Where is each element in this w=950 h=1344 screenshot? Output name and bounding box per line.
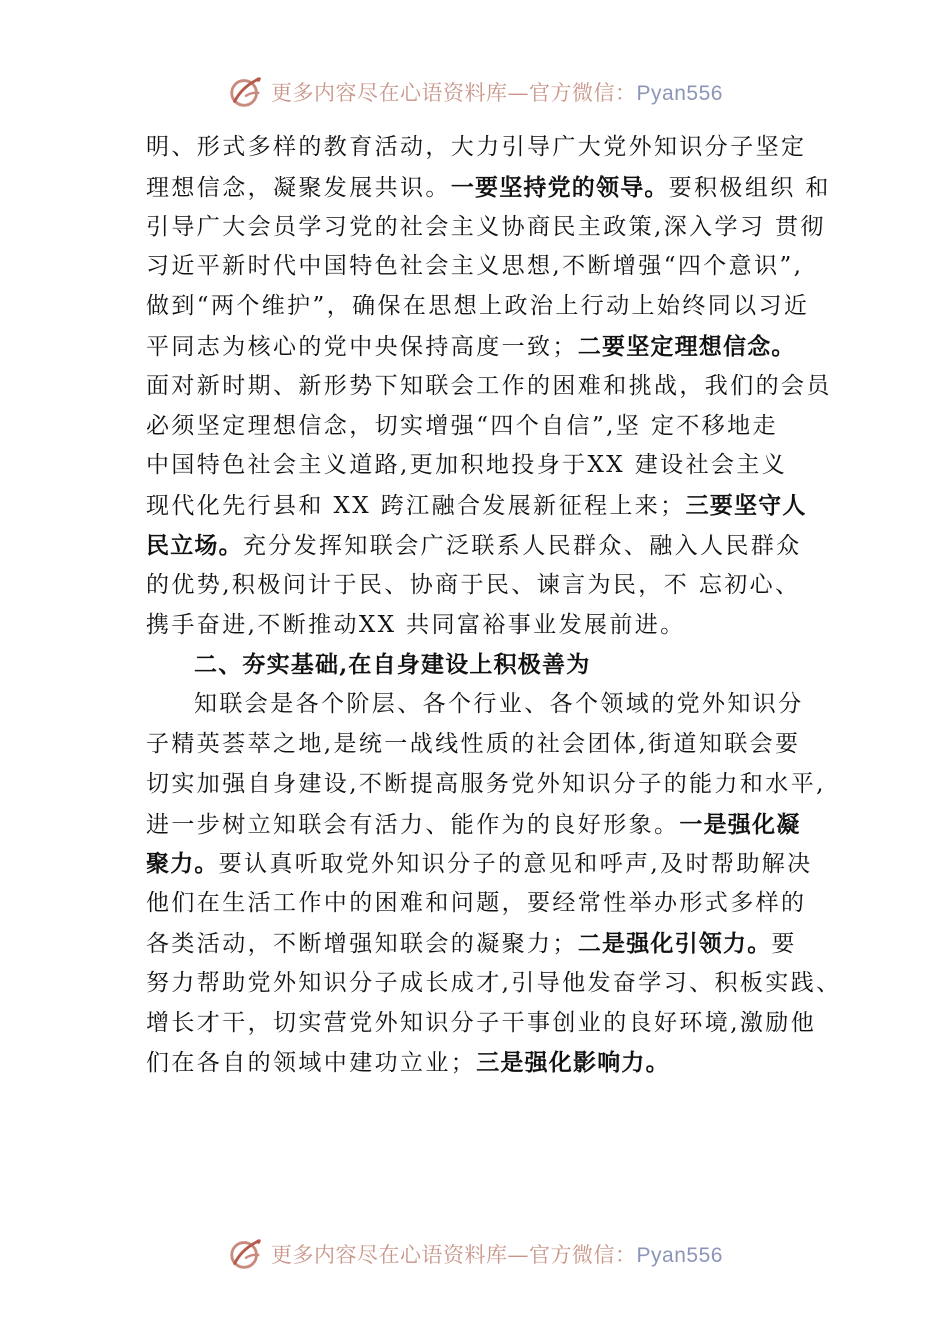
text-line (146, 566, 836, 606)
text-run: 平同志为核心的党中央保持高度一致； (146, 333, 578, 360)
text-run: 携手奋进,不断推动XX 共同富裕事业发展前进。 (146, 611, 686, 638)
footer-banner-cn: 更多内容尽在心语资料库—官方微信： (271, 1243, 637, 1267)
text-line (146, 844, 836, 884)
text-run: 充分发挥知联会广泛联系人民群众、融入人民群众 (242, 532, 802, 559)
text-run: 要 (771, 930, 797, 957)
text-line (146, 1004, 836, 1044)
header-banner-cn: 更多内容尽在心语资料库—官方微信： (271, 81, 637, 105)
text-run: 要认真听取党外知识分子的意见和呼声,及时帮助解决 (218, 851, 813, 878)
bold-phrase: 三是强化影响力。 (476, 1049, 670, 1077)
text-run: 进一步树立知联会有活力、能作为的良好形象。 (146, 811, 680, 838)
header-banner-inner (227, 73, 723, 111)
bold-phrase: 一要坚持党的领导。 (450, 173, 669, 201)
text-line (146, 725, 836, 765)
text-line (146, 367, 836, 407)
section-heading: 二、夯实基础,在自身建设上积极善为 (194, 651, 591, 679)
text-line (146, 964, 842, 1004)
text-run: 面对新时期、新形势下知联会工作的困难和挑战，我们的会员 (146, 372, 832, 399)
text-line (146, 606, 836, 646)
text-run: 各类活动，不断增强知联会的凝聚力； (146, 930, 578, 957)
footer-banner (0, 1232, 950, 1276)
text-run: 增长才干，切实营党外知识分子干事创业的良好环境,激励他 (146, 1009, 817, 1036)
bold-phrase: 一是强化凝 (679, 810, 801, 838)
text-line (146, 128, 836, 168)
text-run: 他们在生活工作中的困难和问题，要经常性举办形式多样的 (146, 890, 807, 917)
text-line (146, 765, 836, 805)
bold-phrase: 三要坚守人 (685, 492, 807, 520)
text-line (146, 287, 836, 327)
document-body (146, 128, 842, 1083)
text-run: 切实加强自身建设,不断提高服务党外知识分子的能力和水平, (146, 770, 826, 797)
text-line (146, 446, 836, 486)
bold-phrase: 民立场。 (146, 531, 243, 559)
header-logo-icon (227, 73, 265, 111)
footer-banner-inner (227, 1235, 723, 1273)
bold-phrase: 二是强化引领力。 (577, 929, 772, 957)
bold-phrase: 聚力。 (146, 850, 219, 878)
text-run: 努力帮助党外知识分子成长成才,引导他发奋学习、积板实践、 (146, 969, 842, 996)
header-banner (0, 70, 950, 114)
text-run: 们在各自的领域中建功立业； (146, 1050, 477, 1077)
text-run: 的优势,积极问计于民、协商于民、谏言为民，不 忘初心、 (146, 571, 801, 598)
text-line (146, 247, 836, 287)
text-run: 习近平新时代中国特色社会主义思想,不断增强“四个意识”, (146, 253, 804, 280)
footer-banner-id: Pyan556 (636, 1244, 723, 1267)
header-banner-id: Pyan556 (636, 82, 723, 105)
text-line (146, 526, 836, 566)
text-line (146, 486, 836, 526)
header-banner-text (271, 77, 723, 107)
footer-banner-text (271, 1239, 723, 1269)
text-run: 知联会是各个阶层、各个行业、各个领域的党外知识分 (194, 691, 804, 718)
text-run: 要积极组织 和 (668, 174, 831, 201)
text-line (146, 805, 836, 845)
text-line (146, 208, 836, 248)
text-run: 现代化先行县和 XX 跨江融合发展新征程上来； (146, 493, 686, 520)
text-line (146, 168, 836, 208)
text-line (146, 884, 836, 924)
text-run: 中国特色社会主义道路,更加积地投身于XX 建设社会主义 (146, 452, 788, 479)
text-run: 必须坚定理想信念，切实增强“四个自信”,坚 定不移地走 (146, 412, 778, 439)
text-run: 明、形式多样的教育活动，大力引导广大党外知识分子坚定 (146, 134, 807, 160)
text-line (146, 407, 836, 447)
text-line (146, 327, 836, 367)
footer-logo-icon (227, 1235, 265, 1273)
text-line (146, 645, 836, 685)
text-line (146, 1043, 836, 1083)
text-run: 子精英荟萃之地,是统一战线性质的社会团体,街道知联会要 (146, 730, 801, 757)
bold-phrase: 二要坚定理想信念。 (577, 332, 796, 360)
text-line (146, 685, 836, 725)
text-line (146, 924, 836, 964)
text-run: 做到“两个维护”，确保在思想上政治上行动上始终同以习近 (146, 293, 810, 320)
text-run: 理想信念，凝聚发展共识。 (146, 174, 451, 201)
text-run: 引导广大会员学习党的社会主义协商民主政策,深入学习 贯彻 (146, 213, 826, 240)
